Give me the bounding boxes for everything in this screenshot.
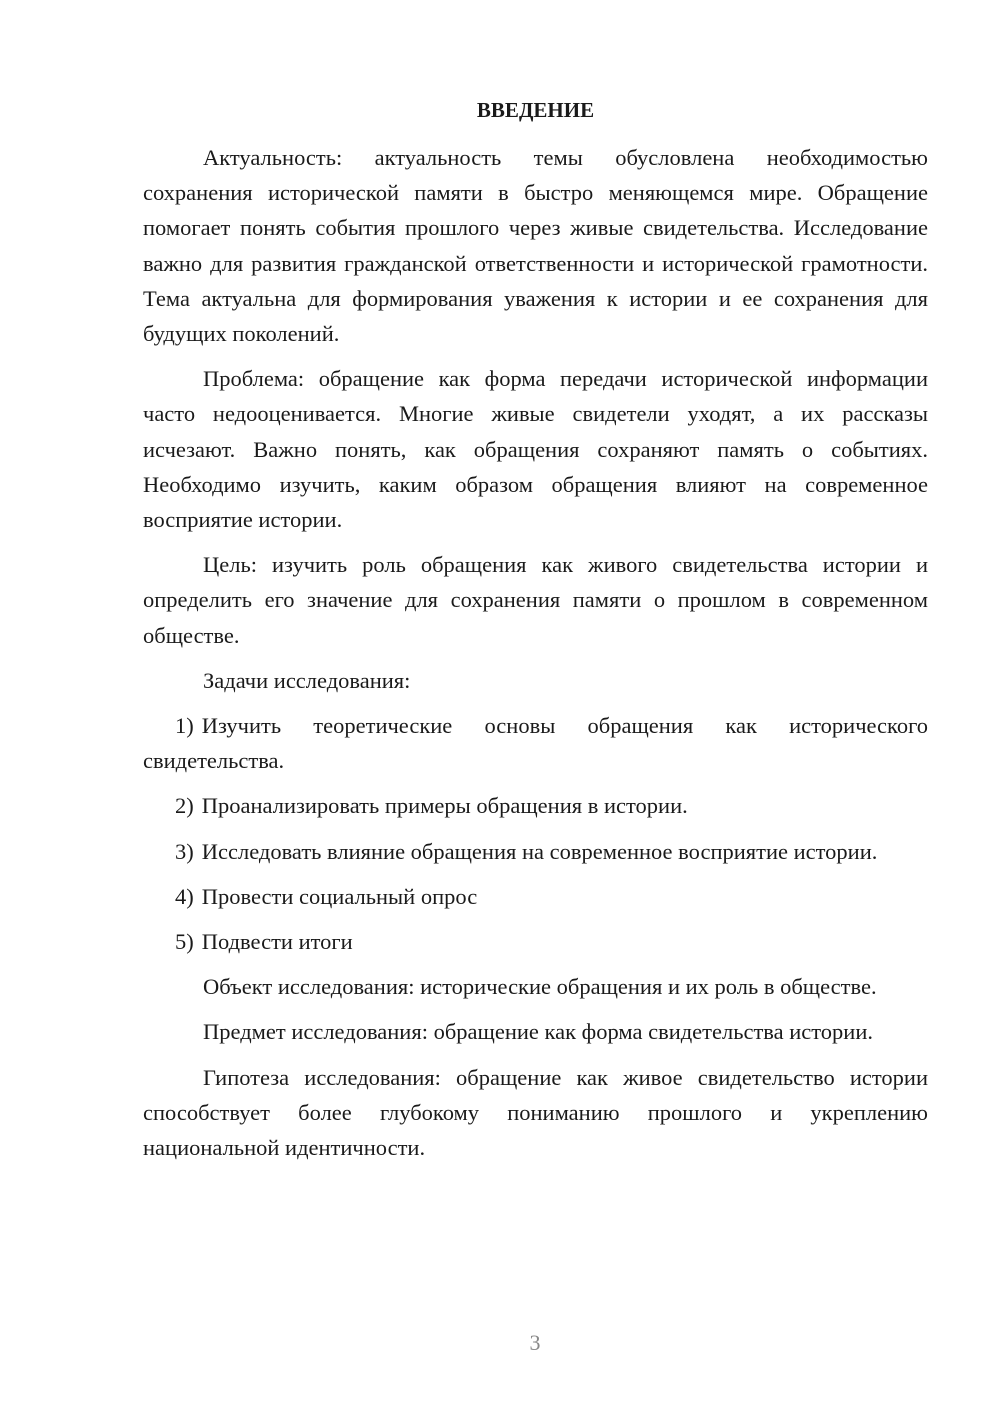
- section-heading: ВВЕДЕНИЕ: [476, 98, 595, 122]
- task-item-4: [143, 879, 928, 914]
- task-text: Провести социальный опрос: [201, 883, 478, 909]
- task-number: 1): [175, 713, 194, 739]
- task-text: Изучить теоретические основы обращения как исторического свидетельства.: [143, 713, 928, 774]
- task-text: Проанализировать примеры обращения в истории.: [201, 793, 688, 819]
- task-text: Подвести итоги: [201, 929, 353, 955]
- task-item-2: [143, 788, 928, 823]
- task-number: 3): [175, 838, 194, 864]
- subject-paragraph: Предмет исследования: обращение как форма свидетельства истории.: [203, 1019, 874, 1045]
- goal-paragraph: Цель: изучить роль обращения как живого свидетельства истории и определить его значение для сохранения памяти о прошлом в современном обществе.: [143, 552, 928, 648]
- task-number: 2): [175, 793, 194, 819]
- task-item-1: [143, 708, 928, 778]
- relevance-paragraph: Актуальность: актуальность темы обусловлена необходимостью сохранения исторической памяти в быстро меняющемся мире. Обращение помогает понять события прошлого через живые свидетельства. Исследование важно для развития гражданской ответственности и исторической грамотности. Тема актуальна для формирования уважения к истории и ее сохранения для будущих поколений.: [143, 145, 928, 347]
- document-page: [143, 92, 928, 1175]
- tasks-title: Задачи исследования:: [203, 667, 411, 693]
- task-item-3: [143, 834, 928, 869]
- task-text: Исследовать влияние обращения на современное восприятие истории.: [201, 838, 878, 864]
- tasks-list: [143, 708, 928, 959]
- task-item-5: [143, 924, 928, 959]
- problem-paragraph: Проблема: обращение как форма передачи исторической информации часто недооценивается. Многие живые свидетели уходят, а их рассказы исчезают. Важно понять, как обращения сохраняют память о событиях. Необходимо изучить, каким образом обращения влияют на современное восприятие истории.: [143, 366, 928, 533]
- page-number: 3: [529, 1330, 541, 1355]
- task-number: 4): [175, 883, 194, 909]
- task-number: 5): [175, 929, 194, 955]
- hypothesis-paragraph: Гипотеза исследования: обращение как живое свидетельство истории способствует более глубокому пониманию прошлого и укреплению национальной идентичности.: [143, 1064, 928, 1161]
- object-paragraph: Объект исследования: исторические обращения и их роль в обществе.: [203, 974, 877, 1000]
